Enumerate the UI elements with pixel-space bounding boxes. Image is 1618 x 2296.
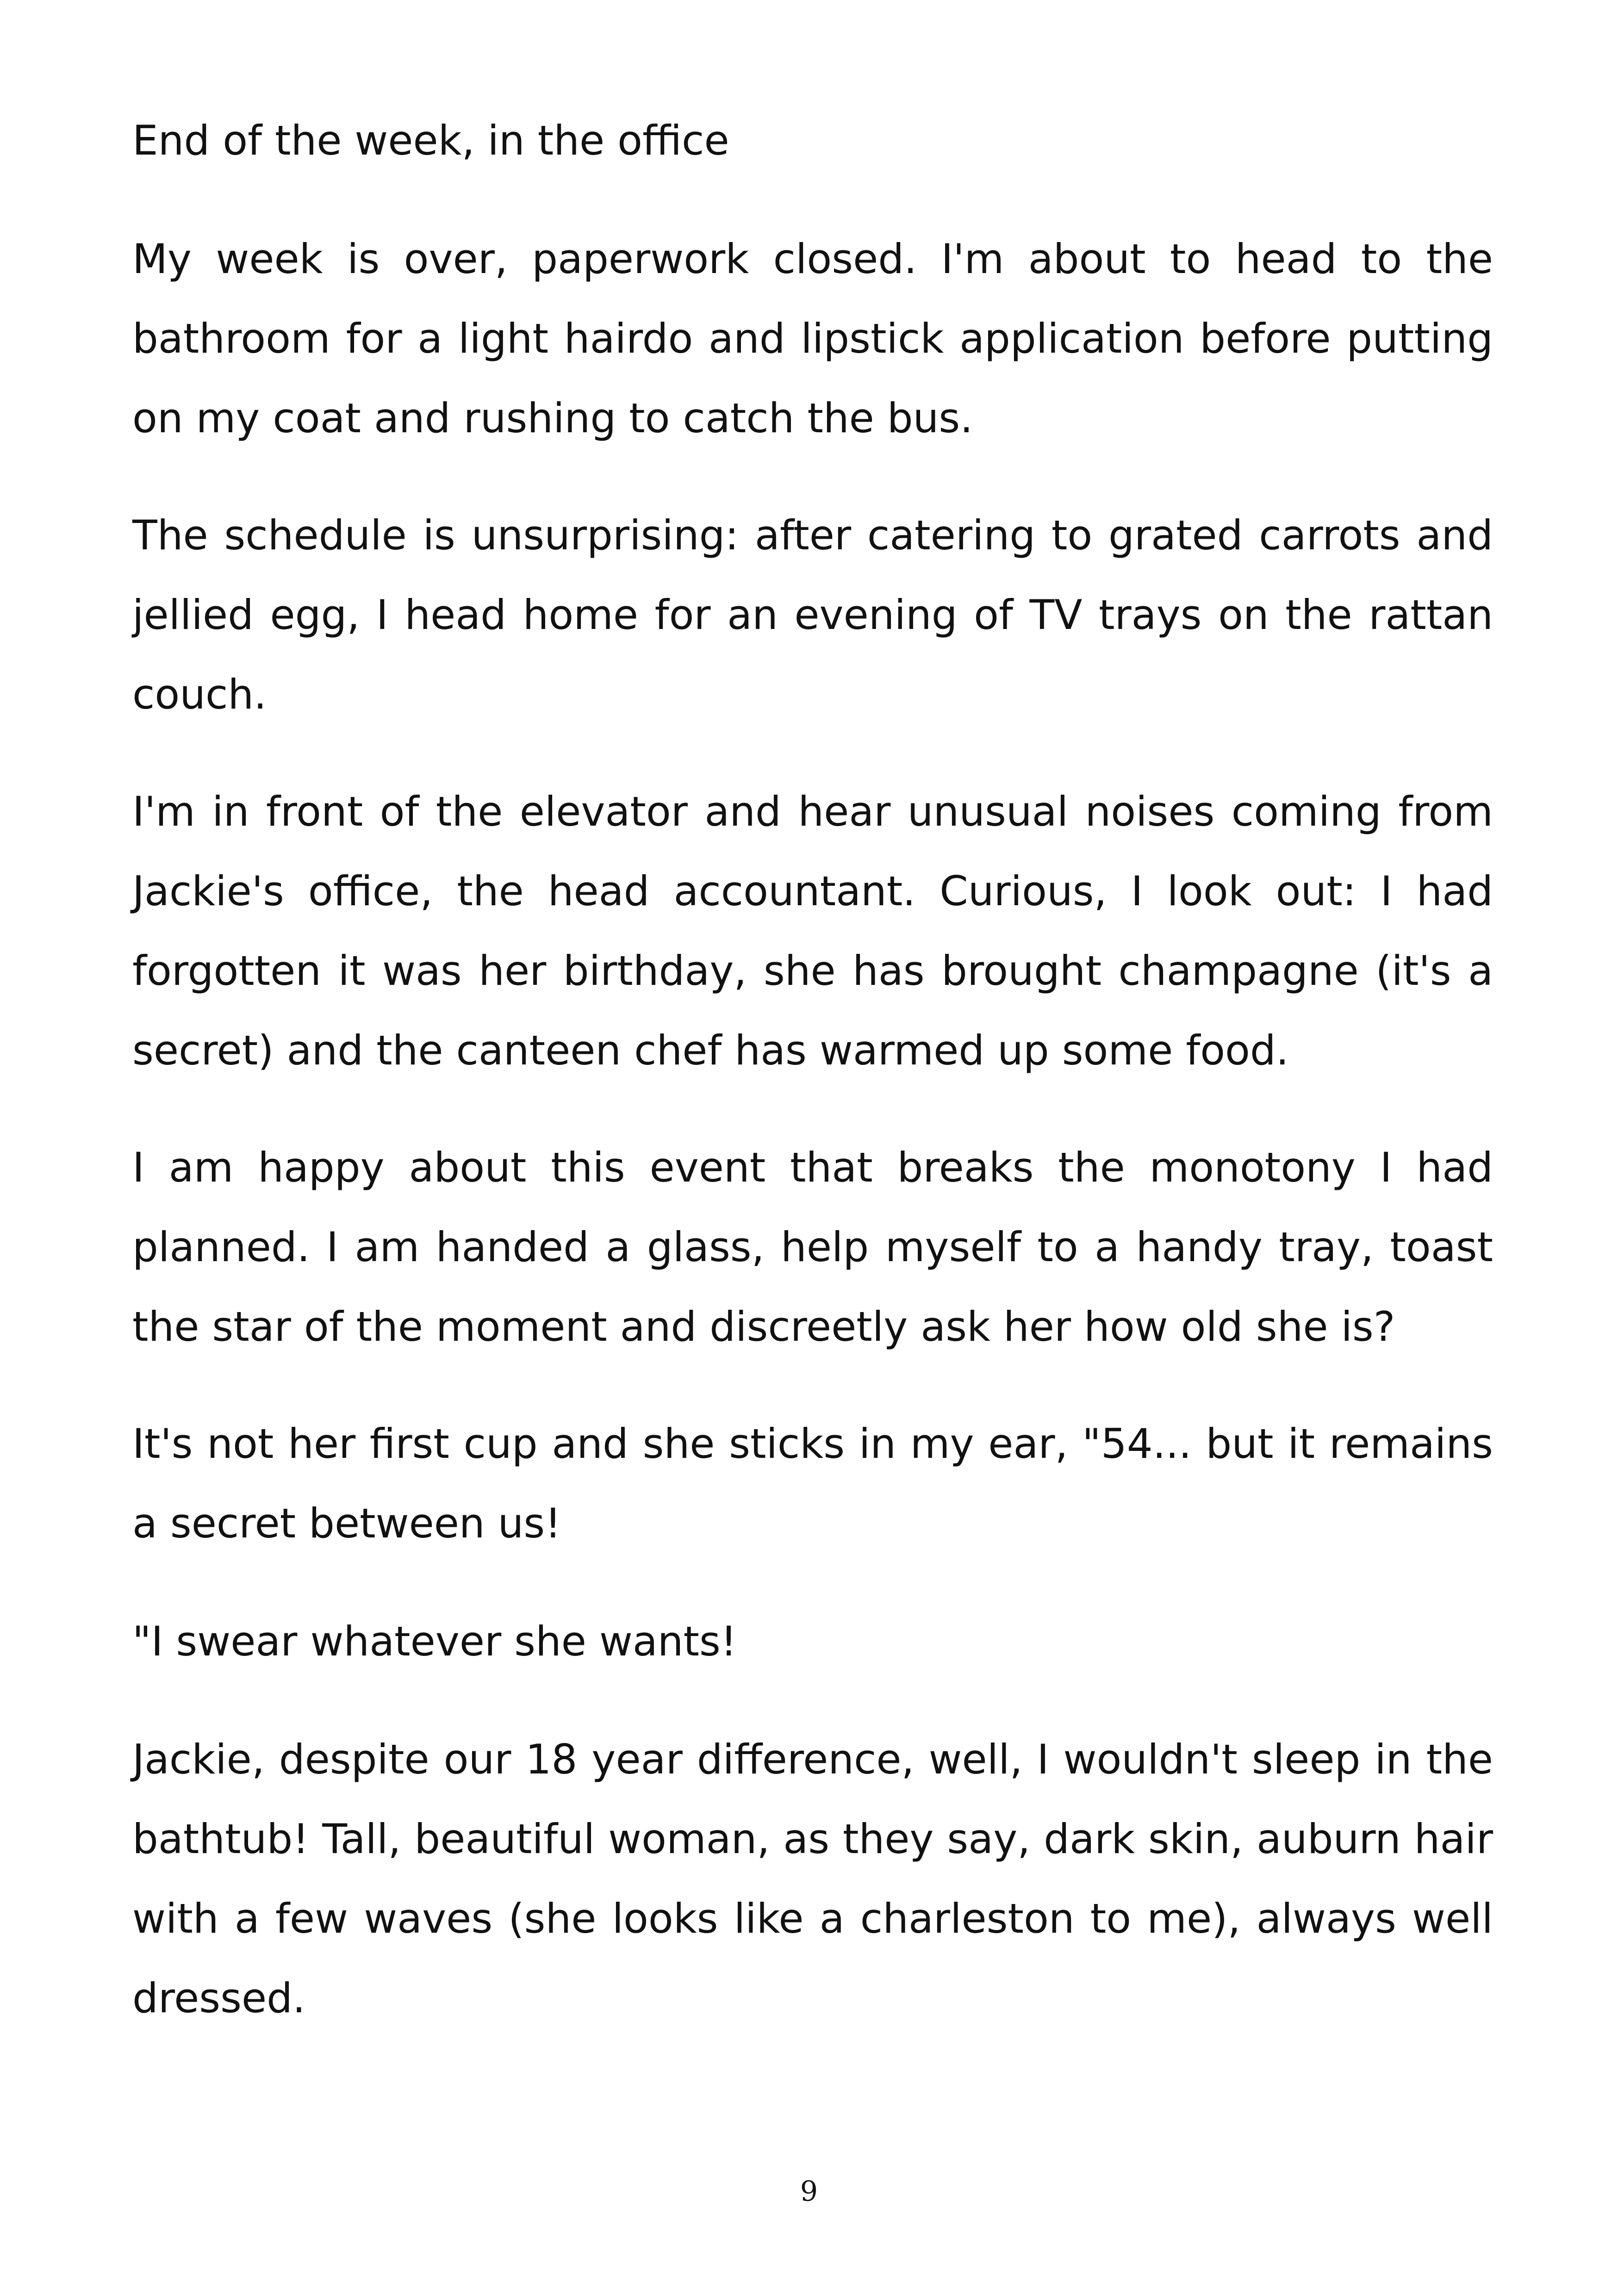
paragraph-7: Jackie, despite our 18 year difference, well, I wouldn't sleep in the bathtub! Tall, beautiful woman, as they say, dark skin, auburn hair with a few waves (she looks like a charleston to me), always well dressed. xyxy=(132,1736,1493,2022)
paragraph-5: It's not her first cup and she sticks in my ear, "54... but it remains a secret between us! xyxy=(132,1420,1493,1547)
paragraph-1: My week is over, paperwork closed. I'm about to head to the bathroom for a light hairdo and lipstick application before putting on my coat and rushing to catch the bus. xyxy=(132,235,1493,442)
page-number: 9 xyxy=(800,2175,818,2208)
paragraph-6: "I swear whatever she wants! xyxy=(132,1618,737,1665)
paragraph-3: I'm in front of the elevator and hear unusual noises coming from Jackie's office, the head accountant. Curious, I look out: I had forgotten it was her birthday, she has brought champagne (it's a secret) and the canteen chef has warmed up some food. xyxy=(132,788,1493,1074)
paragraph-4: I am happy about this event that breaks the monotony I had planned. I am handed a glass, help myself to a handy tray, toast the star of the moment and discreetly ask her how old she is? xyxy=(132,1144,1493,1350)
section-heading: End of the week, in the office xyxy=(132,117,729,164)
paragraph-2: The schedule is unsurprising: after catering to grated carrots and jellied egg, I head home for an evening of TV trays on the rattan couch. xyxy=(132,511,1493,718)
